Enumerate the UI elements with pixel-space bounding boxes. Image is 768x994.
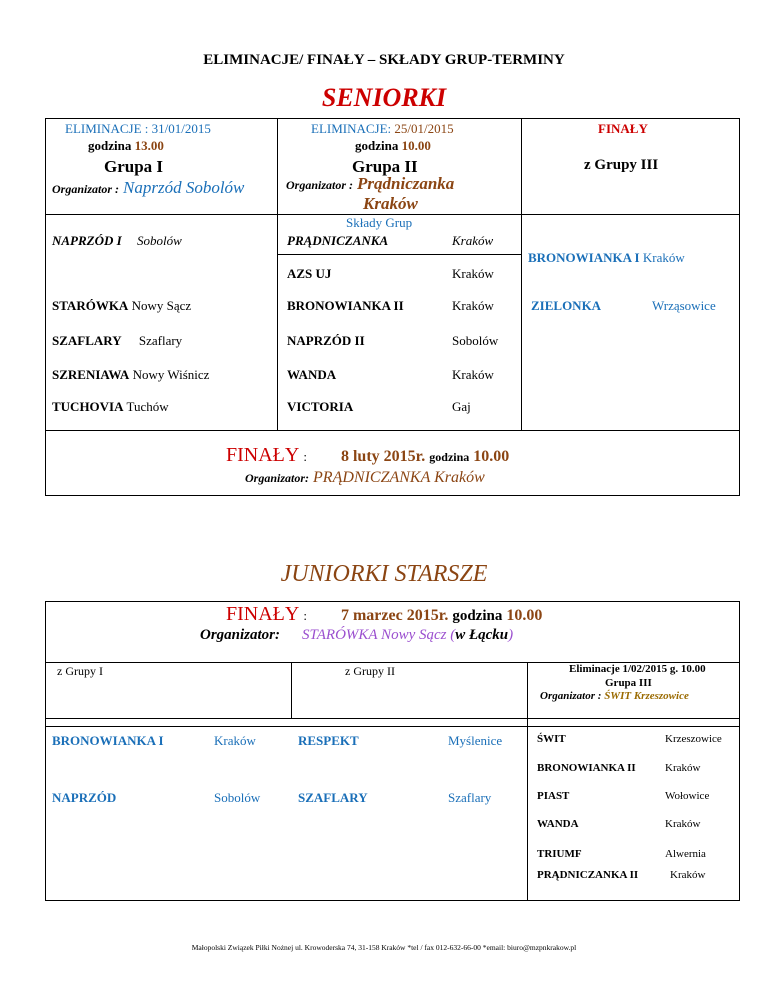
- juniorki-finals-line: [226, 603, 542, 626]
- team-name: TUCHOVIA: [52, 399, 124, 414]
- team-city: Kraków: [452, 298, 494, 313]
- team-city: Kraków: [214, 733, 256, 748]
- team-name: NAPRZÓD I: [52, 233, 122, 248]
- team-name: PRĄDNICZANKA: [287, 233, 389, 248]
- team-city: Sobolów: [214, 790, 261, 805]
- team-city: Tuchów: [126, 399, 169, 414]
- team-name: WANDA: [287, 367, 337, 382]
- table-row: [52, 399, 169, 415]
- team-city: Kraków: [452, 367, 494, 382]
- team-name: BRONOWIANKA I: [528, 250, 640, 265]
- seniorki-elim-g2: [311, 121, 454, 137]
- seniorki-org-g2-city: Kraków: [363, 194, 418, 213]
- table-row: [52, 298, 191, 314]
- sklady-grup-label: Składy Grup: [346, 215, 413, 230]
- time-value: 13.00: [134, 138, 164, 153]
- team-name: VICTORIA: [287, 399, 354, 414]
- org-name: Naprzód Sobolów: [123, 178, 245, 197]
- team-name: NAPRZÓD II: [287, 333, 365, 348]
- team-name: STARÓWKA: [52, 298, 129, 313]
- team-city: Wołowice: [665, 790, 710, 802]
- elim-date: 25/01/2015: [394, 121, 454, 136]
- org-name: PRĄDNICZANKA Kraków: [313, 469, 485, 486]
- godzina-label: godzina: [88, 138, 132, 153]
- team-name: RESPEKT: [298, 733, 359, 748]
- team-city: Kraków: [670, 869, 706, 881]
- team-name: ZIELONKA: [531, 298, 602, 313]
- juniorki-col-group-3: Eliminacje 1/02/2015 g. 10.00: [569, 663, 706, 675]
- table-row: [52, 333, 182, 349]
- team-city: Nowy Wiśnicz: [132, 367, 210, 382]
- godzina-label: godzina: [429, 450, 470, 464]
- org-label: Organizator:: [200, 627, 281, 643]
- team-city: Kraków: [452, 266, 494, 281]
- org-close: ): [508, 627, 514, 643]
- footer-text: Małopolski Związek Piłki Nożnej ul. Krowoderska 74, 31-158 Kraków *tel / fax 012-632-66-00 *email: biuro@mzpnkrakow.pl: [191, 943, 577, 952]
- seniorki-time-g2: [355, 138, 431, 154]
- seniorki-group-2: Grupa II: [352, 157, 418, 176]
- elim-label: ELIMINACJE:: [311, 121, 392, 136]
- finals-time: 10.00: [506, 607, 543, 624]
- team-name: BRONOWIANKA II: [537, 762, 636, 774]
- team-city: Nowy Sącz: [131, 298, 192, 313]
- juniorki-col-group-3-org: [540, 690, 689, 702]
- finals-colon: :: [303, 449, 307, 464]
- org-label: Organizator :: [540, 690, 602, 702]
- team-city: Kraków: [665, 818, 701, 830]
- team-city: Szaflary: [448, 790, 492, 805]
- finals-date: 8 luty 2015r.: [340, 448, 426, 465]
- juniorki-finals-org: [200, 626, 513, 644]
- team-city: Szaflary: [138, 333, 183, 348]
- seniorki-finals-line: [226, 444, 509, 467]
- seniorki-elim-g1: ELIMINACJE : 31/01/2015: [65, 121, 211, 136]
- team-city: Kraków: [665, 762, 701, 774]
- juniorki-col-group-2: z Grupy II: [345, 664, 395, 678]
- table-row: [52, 233, 182, 249]
- juniorki-col-group-1: z Grupy I: [57, 664, 103, 678]
- seniorki-group-1: Grupa I: [104, 157, 164, 176]
- org-location: w Łącku: [455, 627, 509, 643]
- finals-label: FINAŁY: [226, 444, 300, 466]
- finals-date: 7 marzec 2015r.: [340, 607, 449, 624]
- seniorki-org-g2: [286, 174, 454, 194]
- team-name: BRONOWIANKA I: [52, 733, 164, 748]
- table-row: [52, 367, 209, 383]
- seniorki-group-3: z Grupy III: [584, 157, 659, 173]
- finals-colon: :: [303, 608, 307, 623]
- team-name: ŚWIT: [537, 733, 566, 745]
- team-city: Krzeszowice: [665, 733, 722, 745]
- section-title-seniorki: SENIORKI: [321, 83, 447, 112]
- team-name: TRIUMF: [537, 848, 582, 860]
- team-city: Sobolów: [452, 333, 499, 348]
- team-city: Myślenice: [448, 733, 503, 748]
- team-name: BRONOWIANKA II: [287, 298, 404, 313]
- org-name: STARÓWKA Nowy Sącz (: [302, 627, 456, 643]
- org-label: Organizator :: [52, 182, 120, 196]
- seniorki-org-g1: [52, 178, 244, 198]
- org-label: Organizator :: [286, 178, 354, 192]
- seniorki-finals-col: FINAŁY: [598, 121, 648, 136]
- team-name: AZS UJ: [287, 266, 332, 281]
- team-name: NAPRZÓD: [52, 790, 117, 805]
- team-name: SZAFLARY: [52, 333, 122, 348]
- team-name: SZAFLARY: [298, 790, 368, 805]
- team-city: Sobolów: [136, 233, 182, 248]
- godzina-label: godzina: [452, 608, 503, 624]
- section-title-juniorki: JUNIORKI STARSZE: [280, 561, 488, 587]
- team-city: Kraków: [642, 250, 685, 265]
- team-name: PRĄDNICZANKA II: [537, 869, 639, 881]
- team-city: Wrząsowice: [652, 298, 716, 313]
- team-name: PIAST: [537, 790, 570, 802]
- table-row: [528, 250, 685, 266]
- finals-label: FINAŁY: [226, 603, 300, 625]
- org-name: ŚWIT Krzeszowice: [604, 690, 689, 702]
- finals-time: 10.00: [473, 448, 510, 465]
- team-name: SZRENIAWA: [52, 367, 130, 382]
- team-name: WANDA: [537, 818, 579, 830]
- team-city: Alwernia: [665, 848, 706, 860]
- seniorki-finals-org: [245, 469, 485, 487]
- time-value: 10.00: [401, 138, 431, 153]
- team-city: Kraków: [452, 233, 494, 248]
- org-label: Organizator:: [245, 471, 310, 485]
- org-name: Prądniczanka: [357, 174, 455, 193]
- godzina-label: godzina: [355, 138, 399, 153]
- page-title: ELIMINACJE/ FINAŁY – SKŁADY GRUP-TERMINY: [203, 52, 565, 68]
- juniorki-col-group-3-name: Grupa III: [605, 677, 652, 689]
- team-city: Gaj: [452, 399, 471, 414]
- seniorki-time-g1: [88, 138, 164, 154]
